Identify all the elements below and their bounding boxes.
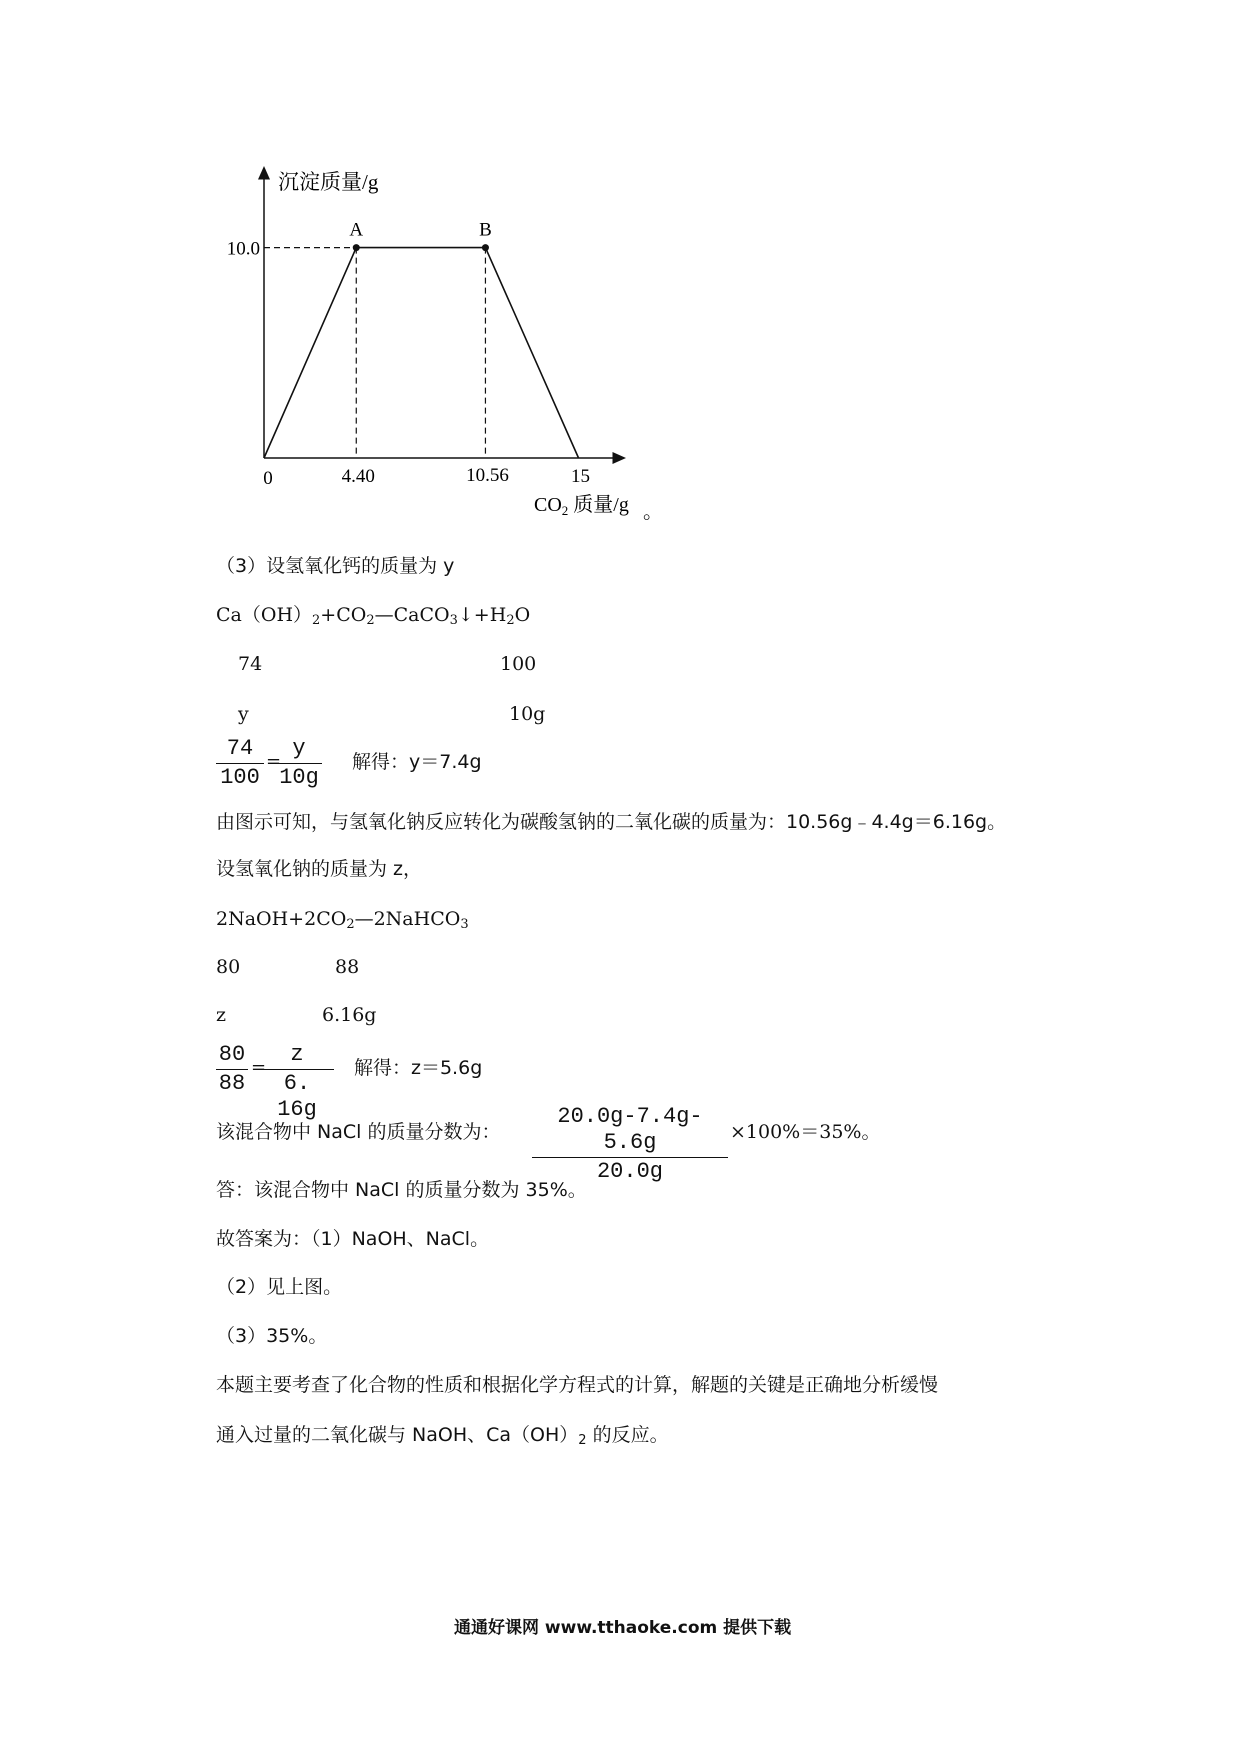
eq1-var-left: y (238, 703, 249, 725)
eq1-mass-left: 74 (238, 653, 263, 675)
answer-text: 答：该混合物中 NaCl 的质量分数为 35%。 (216, 1179, 587, 1201)
fraction-80-88: 80 88 (216, 1042, 248, 1097)
eq2-var-left: z (216, 1004, 227, 1026)
equals-sign: = (266, 751, 282, 772)
fraction-74-100: 74 100 (216, 736, 264, 791)
equals-sign: = (251, 1057, 267, 1078)
eq2-mass-left: 80 (216, 956, 241, 978)
data-point (482, 244, 489, 251)
fraction-z-616g: z 6. 16g (260, 1042, 334, 1123)
final-answer-2: （2）见上图。 (216, 1276, 343, 1298)
origin-label: 0 (263, 468, 273, 489)
fraction-y-10g: y 10g (276, 736, 322, 791)
eq1-var-right: 10g (509, 703, 546, 725)
fraction-percent: 20.0g-7.4g-5.6g 20.0g (532, 1104, 728, 1185)
data-point (353, 244, 360, 251)
deduction-text: 由图示可知，与氢氧化钠反应转化为碳酸氢钠的二氧化碳的质量为：10.56g﹣4.4g＝6.16g。 (216, 811, 1007, 833)
percent-prefix: 该混合物中 NaCl 的质量分数为： (216, 1121, 501, 1143)
precipitate-chart (0, 0, 700, 540)
equation-2: $2NaOH+2CO_2—2NaHCO_3$ (216, 908, 469, 932)
solve-z: 解得：z＝5.6g (354, 1057, 483, 1079)
percent-suffix: ×100%＝35%。 (730, 1121, 881, 1143)
point-label-a: A (349, 219, 364, 241)
x-axis-label: $CO_2$ 质量/g (534, 494, 629, 518)
eq2-var-right: 6.16g (322, 1004, 377, 1026)
eq2-mass-right: 88 (335, 956, 360, 978)
final-answer-3: （3）35%。 (216, 1325, 328, 1347)
summary-line-2: 通入过量的二氧化碳与 NaOH、$Ca(OH)_2$ 的反应。 (216, 1424, 669, 1448)
series-line (264, 248, 579, 458)
y-axis-label: 沉淀质量/g (278, 170, 379, 194)
y-tick-label: 10.0 (226, 238, 260, 260)
point-label-b: B (479, 219, 492, 241)
x-tick-label: 4.40 (341, 466, 375, 487)
page-footer: 通通好课网 www.tthaoke.com 提供下载 (454, 1618, 792, 1638)
trailing-mark: 。 (643, 501, 663, 523)
eq1-mass-right: 100 (500, 653, 537, 675)
part3-intro: （3）设氢氧化钙的质量为 y (216, 555, 455, 577)
x-tick-label: 15 (571, 466, 591, 487)
part-z-intro: 设氢氧化钠的质量为 z， (216, 858, 423, 880)
equation-1: $Ca(OH)_2+CO_2—CaCO_3↓+H_2O$ (216, 604, 531, 628)
x-tick-label: 10.56 (466, 465, 509, 486)
final-answer-1: 故答案为：（1）NaOH、NaCl。 (216, 1228, 490, 1250)
summary-line-1: 本题主要考查了化合物的性质和根据化学方程式的计算，解题的关键是正确地分析缓慢 (216, 1374, 939, 1396)
solve-y: 解得：y＝7.4g (352, 751, 482, 773)
